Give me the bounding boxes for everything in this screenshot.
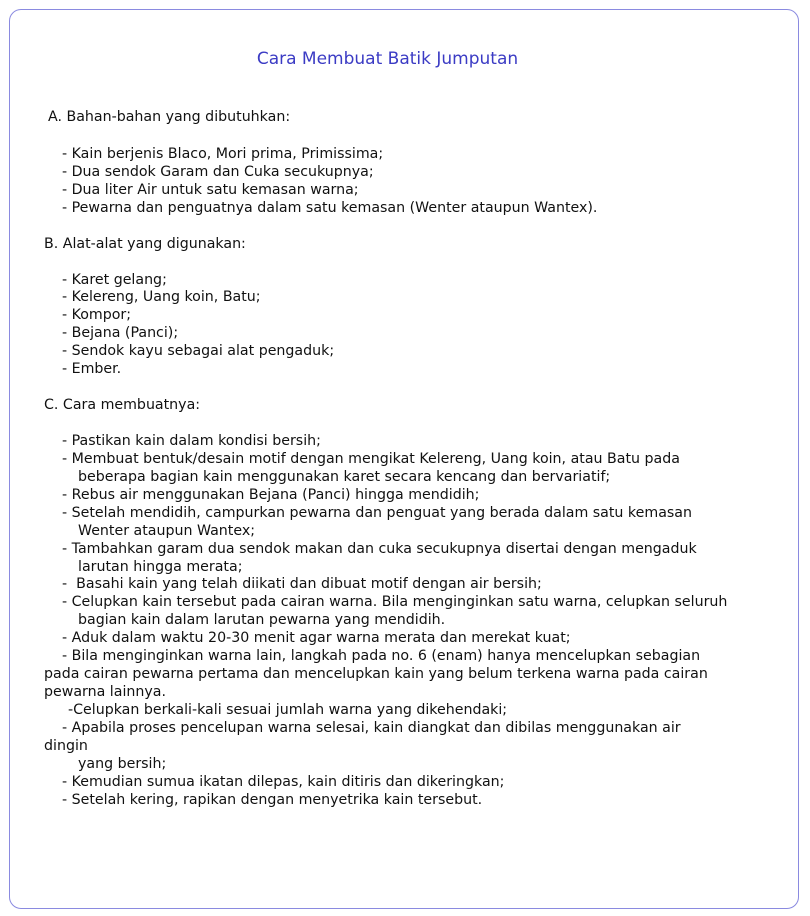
step-line: bagian kain dalam larutan pewarna yang mendidih. bbox=[78, 612, 446, 629]
step-line: Wenter ataupun Wantex; bbox=[78, 522, 256, 539]
list-item: - Kelereng, Uang koin, Batu; bbox=[62, 289, 261, 306]
step-line: - Setelah mendidih, campurkan pewarna dan penguat yang berada dalam satu kemasan bbox=[62, 504, 692, 521]
step-line: - Tambahkan garam dua sendok makan dan cuka secukupnya disertai dengan mengaduk bbox=[62, 540, 697, 557]
step-line: dingin bbox=[44, 737, 88, 754]
step-line: - Pastikan kain dalam kondisi bersih; bbox=[62, 432, 321, 449]
list-item: - Kompor; bbox=[62, 307, 132, 324]
step-line: larutan hingga merata; bbox=[78, 558, 243, 575]
list-item: - Bejana (Panci); bbox=[62, 325, 179, 342]
step-line: pada cairan pewarna pertama dan mencelupkan kain yang belum terkena warna pada cairan bbox=[44, 666, 708, 683]
step-line: - Rebus air menggunakan Bejana (Panci) hingga mendidih; bbox=[62, 486, 480, 503]
step-line: -Celupkan berkali-kali sesuai jumlah warna yang dikehendaki; bbox=[68, 702, 508, 718]
list-item: - Karet gelang; bbox=[62, 271, 167, 288]
list-item: - Dua liter Air untuk satu kemasan warna; bbox=[62, 181, 359, 198]
section-c-heading: C. Cara membuatnya: bbox=[44, 397, 201, 414]
step-line: - Membuat bentuk/desain motif dengan mengikat Kelereng, Uang koin, atau Batu pada bbox=[62, 450, 680, 467]
step-line: - Kemudian sumua ikatan dilepas, kain ditiris dan dikeringkan; bbox=[62, 773, 505, 790]
step-line: - Apabila proses pencelupan warna selesai, kain diangkat dan dibilas menggunakan air bbox=[62, 719, 681, 736]
step-line: - Setelah kering, rapikan dengan menyetrika kain tersebut. bbox=[62, 791, 483, 808]
step-line: - Bila menginginkan warna lain, langkah pada no. 6 (enam) hanya mencelupkan sebagian bbox=[62, 648, 701, 665]
section-b-heading: B. Alat-alat yang digunakan: bbox=[44, 235, 246, 252]
step-line: - Basahi kain yang telah diikati dan dibuat motif dengan air bersih; bbox=[62, 576, 542, 593]
step-line: pewarna lainnya. bbox=[44, 684, 166, 701]
step-line: yang bersih; bbox=[78, 755, 167, 772]
list-item: - Sendok kayu sebagai alat pengaduk; bbox=[62, 343, 335, 360]
list-item: - Kain berjenis Blaco, Mori prima, Primissima; bbox=[62, 145, 384, 162]
list-item: - Pewarna dan penguatnya dalam satu kemasan (Wenter ataupun Wantex). bbox=[62, 199, 598, 216]
step-line: beberapa bagian kain menggunakan karet secara kencang dan bervariatif; bbox=[78, 468, 611, 485]
section-a-heading: A. Bahan-bahan yang dibutuhkan: bbox=[48, 109, 291, 125]
step-line: - Celupkan kain tersebut pada cairan warna. Bila menginginkan satu warna, celupkan seluruh bbox=[62, 594, 728, 611]
document-body bbox=[0, 109, 800, 810]
list-item: - Dua sendok Garam dan Cuka secukupnya; bbox=[62, 163, 374, 180]
list-item: - Ember. bbox=[62, 361, 122, 378]
step-line: - Aduk dalam waktu 20-30 menit agar warna merata dan merekat kuat; bbox=[62, 630, 571, 647]
page-title: Cara Membuat Batik Jumputan bbox=[256, 49, 519, 69]
